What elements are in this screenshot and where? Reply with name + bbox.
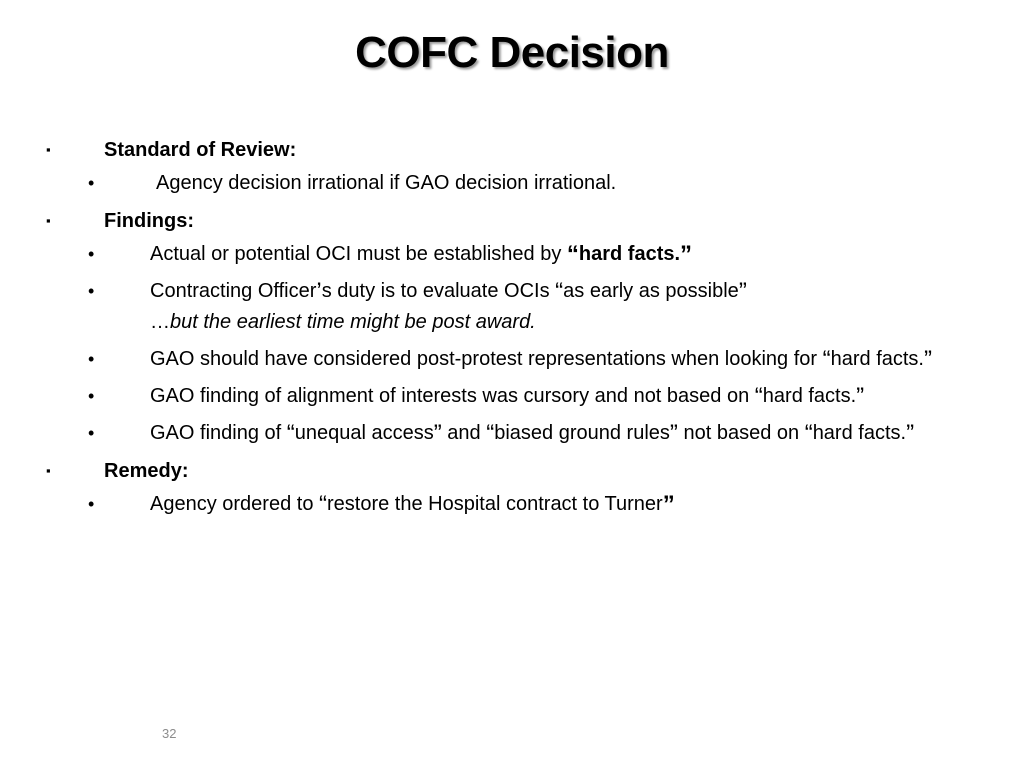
list-item [40, 239, 940, 270]
section-remedy [40, 455, 940, 487]
quoted-text: hard facts. [578, 243, 681, 265]
open-quote: “ [286, 420, 295, 447]
list-item [40, 344, 940, 375]
list-item [40, 418, 940, 449]
italic-text: but the earliest time might be post award. [170, 311, 536, 333]
list-item [40, 489, 940, 520]
close-quote: ” [669, 420, 678, 447]
section-heading: Findings: [104, 210, 194, 232]
dot-bullet-icon: • [88, 494, 95, 514]
item-text: s duty is to evaluate OCIs [321, 280, 556, 302]
open-quote: “ [822, 346, 831, 373]
dot-bullet-icon: • [88, 423, 95, 443]
quoted-text: biased ground rules [494, 422, 670, 444]
section-standard-of-review [40, 134, 940, 166]
close-quote: ” [433, 420, 442, 447]
dot-bullet-icon: • [88, 349, 95, 369]
dot-bullet-icon: • [88, 386, 95, 406]
dot-bullet-icon: • [88, 244, 95, 264]
section-heading: Remedy: [104, 460, 189, 482]
list-item [40, 381, 940, 412]
square-bullet-icon: ▪ [46, 142, 51, 157]
close-quote: ” [906, 420, 915, 447]
open-quote: “ [804, 420, 813, 447]
square-bullet-icon: ▪ [46, 213, 51, 228]
item-text: Contracting Officer [150, 280, 317, 302]
quoted-text: hard facts. [812, 422, 907, 444]
slide-title: COFC Decision [355, 28, 669, 77]
dot-bullet-icon: • [88, 281, 95, 301]
open-quote: “ [754, 383, 763, 410]
quoted-text: as early as possible [563, 280, 739, 302]
close-quote: ” [738, 278, 747, 305]
item-text: not based on [677, 422, 805, 444]
quoted-text: hard facts. [762, 385, 857, 407]
dot-bullet-icon: • [88, 173, 95, 193]
close-quote: ” [924, 346, 932, 373]
list-item [40, 168, 940, 199]
list-item [40, 276, 940, 338]
quoted-text: unequal access [294, 422, 434, 444]
apostrophe: ’ [316, 278, 322, 305]
page-number: 32 [162, 726, 177, 741]
item-text: Actual or potential OCI must be established by [150, 243, 567, 265]
close-quote: ” [680, 241, 693, 268]
quoted-text: hard facts. [830, 348, 924, 370]
item-text: Agency ordered to [150, 493, 319, 515]
square-bullet-icon: ▪ [46, 463, 51, 478]
item-text: GAO should have considered post-protest representations when looking for [150, 348, 823, 370]
item-text: and [441, 422, 487, 444]
section-heading: Standard of Review: [104, 139, 297, 161]
item-text: GAO finding of [150, 422, 287, 444]
section-findings [40, 205, 940, 237]
item-text: GAO finding of alignment of interests was cursory and not based on [150, 385, 755, 407]
close-quote: ” [662, 491, 675, 518]
open-quote: “ [486, 420, 495, 447]
open-quote: “ [319, 491, 327, 518]
slide-content [40, 130, 940, 526]
open-quote: “ [566, 241, 579, 268]
ellipsis: … [150, 311, 170, 333]
open-quote: “ [555, 278, 564, 305]
close-quote: ” [856, 383, 865, 410]
quoted-text: restore the Hospital contract to Turner [327, 493, 663, 515]
item-text: Agency decision irrational if GAO decision irrational. [156, 172, 617, 194]
